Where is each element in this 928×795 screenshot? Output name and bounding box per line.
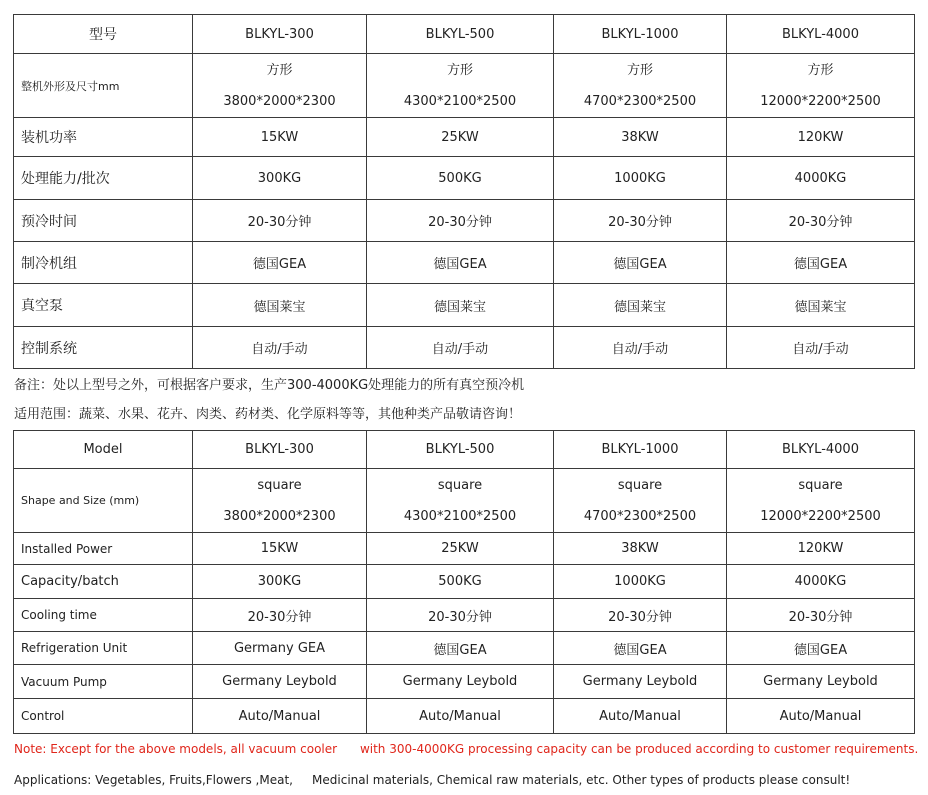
remark-note-english: Note: Except for the above models, all vacuum cooler with 300-4000KG processing capacity can be produced according to customer requirements. [14,742,919,756]
row-label: Shape and Size (mm) [14,469,193,533]
table-cell: Auto/Manual [727,699,915,734]
table-cell: Auto/Manual [367,699,554,734]
table-cell: 自动/手动 [367,327,554,369]
table-cell: square 4300*2100*2500 [367,469,554,533]
row-label: 控制系统 [14,327,193,369]
table-cell: 德国莱宝 [727,284,915,327]
model-header: BLKYL-1000 [554,431,727,469]
row-label: 真空泵 [14,284,193,327]
row-label: 处理能力/批次 [14,157,193,200]
table-cell: Auto/Manual [554,699,727,734]
table-row [14,242,915,284]
table-cell: 20-30分钟 [554,200,727,242]
applications-note-english: Applications: Vegetables, Fruits,Flowers ,Meat, Medicinal materials, Chemical raw materials, etc. Other types of products please consult! [14,773,851,787]
table-cell: 38KW [554,533,727,565]
model-header: BLKYL-1000 [554,15,727,54]
table-cell: 20-30分钟 [367,599,554,632]
table-cell: 德国莱宝 [554,284,727,327]
table-cell: 20-30分钟 [554,599,727,632]
row-label: Cooling time [14,599,193,632]
table-cell: 300KG [193,565,367,599]
table-cell: 自动/手动 [554,327,727,369]
table-row [14,599,915,632]
table-row [14,327,915,369]
table-cell: 4000KG [727,565,915,599]
table-row [14,54,915,118]
table-cell: 方形 12000*2200*2500 [727,54,915,118]
header-label: Model [14,431,193,469]
table-cell: 20-30分钟 [367,200,554,242]
model-header: BLKYL-500 [367,431,554,469]
table-cell: Germany Leybold [554,665,727,699]
table-cell: 20-30分钟 [727,200,915,242]
table-cell: 方形 4300*2100*2500 [367,54,554,118]
model-header: BLKYL-4000 [727,431,915,469]
model-header: BLKYL-300 [193,15,367,54]
table-cell: 25KW [367,533,554,565]
table-row [14,469,915,533]
row-label: 装机功率 [14,118,193,157]
table-row [14,632,915,665]
table-cell: 38KW [554,118,727,157]
spec-table-chinese [13,14,915,369]
table-cell: 自动/手动 [727,327,915,369]
table-cell: 德国GEA [727,242,915,284]
row-label: Capacity/batch [14,565,193,599]
scope-note-chinese: 适用范围：蔬菜、水果、花卉、肉类、药材类、化学原料等等，其他种类产品敬请咨询！ [14,407,522,422]
table-cell: 德国GEA [727,632,915,665]
table-cell: 300KG [193,157,367,200]
table-cell: 25KW [367,118,554,157]
model-header: BLKYL-300 [193,431,367,469]
table-cell: square 3800*2000*2300 [193,469,367,533]
table-cell: 120KW [727,118,915,157]
table-cell: 自动/手动 [193,327,367,369]
table-header-row [14,431,915,469]
table-cell: 500KG [367,565,554,599]
table-cell: 德国莱宝 [193,284,367,327]
table-cell: 德国GEA [367,632,554,665]
table-row [14,565,915,599]
model-header: BLKYL-4000 [727,15,915,54]
row-label: Control [14,699,193,734]
row-label: Installed Power [14,533,193,565]
table-row [14,284,915,327]
table-row [14,699,915,734]
row-label: 制冷机组 [14,242,193,284]
table-cell: 德国GEA [193,242,367,284]
table-cell: Germany Leybold [727,665,915,699]
table-cell: 德国GEA [554,242,727,284]
spec-table-english [13,430,915,734]
table-cell: 方形 4700*2300*2500 [554,54,727,118]
table-cell: 15KW [193,533,367,565]
table-row [14,118,915,157]
model-header: BLKYL-500 [367,15,554,54]
header-label: 型号 [14,15,193,54]
table-cell: 1000KG [554,565,727,599]
table-row [14,533,915,565]
table-cell: 德国GEA [367,242,554,284]
table-row [14,665,915,699]
table-cell: 1000KG [554,157,727,200]
table-cell: square 12000*2200*2500 [727,469,915,533]
table-cell: Germany GEA [193,632,367,665]
remark-note-chinese: 备注：处以上型号之外，可根据客户要求，生产300-4000KG处理能力的所有真空预冷机 [14,378,525,393]
table-row [14,157,915,200]
table-cell: 德国莱宝 [367,284,554,327]
table-cell: 15KW [193,118,367,157]
row-label: 整机外形及尺寸mm [14,54,193,118]
table-cell: 120KW [727,533,915,565]
table-cell: Germany Leybold [193,665,367,699]
table-cell: square 4700*2300*2500 [554,469,727,533]
table-cell: 500KG [367,157,554,200]
table-row [14,200,915,242]
table-cell: 20-30分钟 [193,200,367,242]
table-cell: Auto/Manual [193,699,367,734]
row-label: Refrigeration Unit [14,632,193,665]
table-cell: 20-30分钟 [193,599,367,632]
table-cell: 20-30分钟 [727,599,915,632]
table-cell: 德国GEA [554,632,727,665]
table-cell: 方形 3800*2000*2300 [193,54,367,118]
table-header-row [14,15,915,54]
table-cell: 4000KG [727,157,915,200]
row-label: 预冷时间 [14,200,193,242]
row-label: Vacuum Pump [14,665,193,699]
table-cell: Germany Leybold [367,665,554,699]
